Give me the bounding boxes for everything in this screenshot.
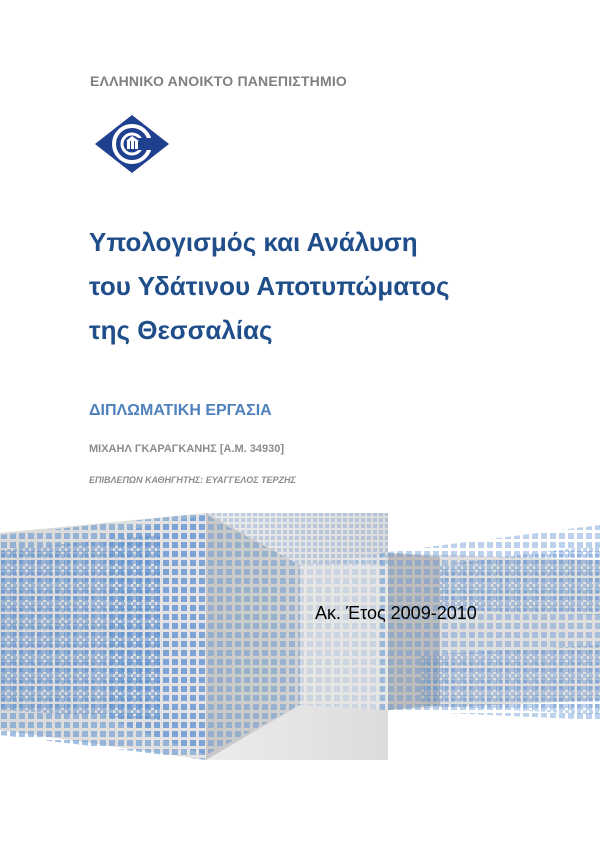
title-line: της Θεσσαλίας <box>89 315 273 345</box>
decorative-cover-graphic <box>0 505 600 770</box>
university-name: ΕΛΛΗΝΙΚΟ ΑΝΟΙΚΤΟ ΠΑΝΕΠΙΣΤΗΜΙΟ <box>90 73 348 89</box>
author-line: ΜΙΧΑΗΛ ΓΚΑΡΑΓΚΑΝΗΣ [Α.Μ. 34930] <box>89 443 285 455</box>
thesis-type: ΔΙΠΛΩΜΑΤΙΚΗ ΕΡΓΑΣΙΑ <box>89 402 272 419</box>
supervisor-line: ΕΠΙΒΛΕΠΩΝ ΚΑΘΗΓΗΤΗΣ: ΕΥΑΓΓΕΛΟΣ ΤΕΡΖΗΣ <box>89 475 296 485</box>
academic-year: Ακ. Έτος 2009-2010 <box>315 603 477 623</box>
thesis-title <box>89 220 450 352</box>
university-logo-icon <box>94 114 170 174</box>
title-line: Υπολογισμός και Ανάλυση <box>89 227 418 257</box>
title-line: του Υδάτινου Αποτυπώματος <box>89 271 450 301</box>
